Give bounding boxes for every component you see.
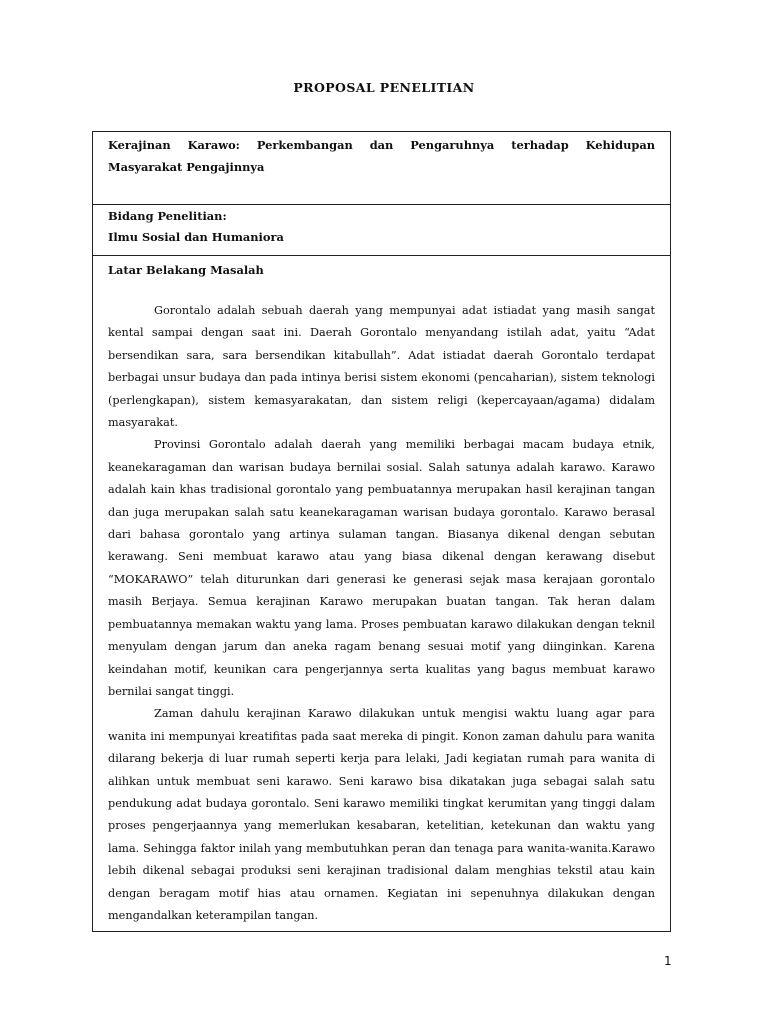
field-value: Ilmu Sosial dan Humaniora	[108, 230, 284, 244]
paragraph: Gorontalo adalah sebuah daerah yang mempunyai adat istiadat yang masih sangat kental sampai dengan saat ini. Daerah Gorontalo menyandang istilah adat, yaitu “Adat bersendikan sara, sara bersendikan kitabullah”. Adat istiadat daerah Gorontalo terdapat berbagai unsur budaya dan pada intinya berisi sistem ekonomi (pencaharian), sistem teknologi (perlengkapan), sistem kemasyarakatan, dan sistem religi (kepercayaan/agama) didalam masyarakat.	[108, 304, 655, 430]
section-heading: Latar Belakang Masalah	[108, 263, 264, 277]
research-title-line1: Kerajinan Karawo: Perkembangan dan Pengaruhnya terhadap Kehidupan	[108, 138, 655, 152]
paragraph: Zaman dahulu kerajinan Karawo dilakukan untuk mengisi waktu luang agar para wanita ini mempunyai kreatifitas pada saat mereka di pingit. Konon zaman dahulu para wanita dilarang bekerja di luar rumah seperti kerja para lelaki, Jadi kegiatan rumah para wanita di alihkan untuk membuat seni karawo. Seni karawo bisa dikatakan juga sebagai salah satu pendukung adat budaya gorontalo. Seni karawo memiliki tingkat kerumitan yang tinggi dalam proses pengerjaannya yang memerlukan kesabaran, ketelitian, ketekunan dan waktu yang lama. Sehingga faktor inilah yang membutuhkan peran dan tenaga para wanita-wanita.Karawo lebih dikenal sebagai produksi seni kerajinan tradisional dalam menghias tekstil atau kain dengan beragam motif hias atau ornamen. Kegiatan ini sepenuhnya dilakukan dengan mengandalkan keterampilan tangan.	[108, 707, 655, 922]
document-title: PROPOSAL PENELITIAN	[293, 80, 475, 95]
background-cell	[93, 256, 670, 932]
proposal-table	[92, 131, 671, 932]
research-title-cell	[93, 132, 670, 205]
field-label: Bidang Penelitian:	[108, 209, 227, 223]
paragraph: Provinsi Gorontalo adalah daerah yang memiliki berbagai macam budaya etnik, keanekaragaman dan warisan budaya bernilai sosial. Salah satunya adalah karawo. Karawo adalah kain khas tradisional gorontalo yang pembuatannya merupakan hasil kerajinan tangan dan juga merupakan salah satu keanekaragaman warisan budaya gorontalo. Karawo berasal dari bahasa gorontalo yang artinya sulaman tangan. Biasanya dikenal dengan sebutan kerawang. Seni membuat karawo atau yang biasa dikenal dengan kerawang disebut “MOKARAWO” telah diturunkan dari generasi ke generasi sejak masa kerajaan gorontalo masih Berjaya. Semua kerajinan Karawo merupakan buatan tangan. Tak heran dalam pembuatannya memakan waktu yang lama. Proses pembuatan karawo dilakukan dengan teknil menyulam dengan jarum dan aneka ragam benang sesuai motif yang diinginkan. Karena keindahan motif, keunikan cara pengerjannya serta kualitas yang bagus membuat karawo bernilai sangat tinggi.	[108, 438, 655, 698]
research-field-cell	[93, 205, 670, 256]
background-body	[108, 300, 655, 927]
research-title	[108, 134, 655, 178]
research-title-line2: Masyarakat Pengajinnya	[108, 160, 265, 174]
page-number: 1	[664, 954, 672, 968]
